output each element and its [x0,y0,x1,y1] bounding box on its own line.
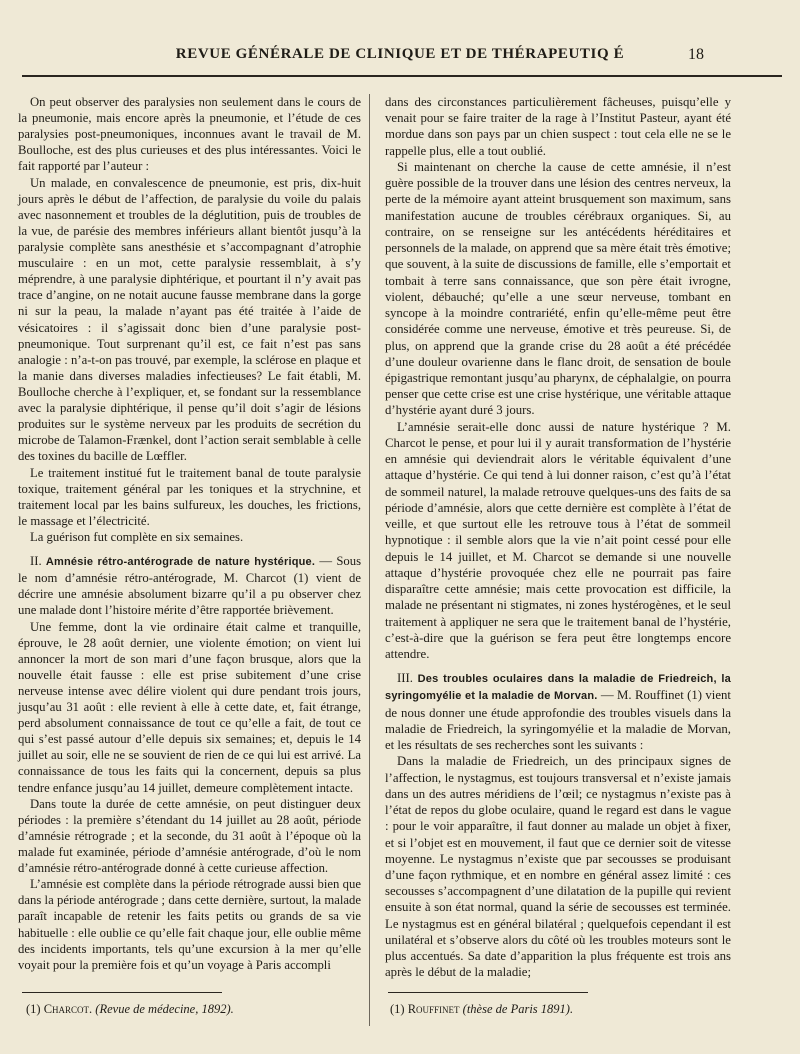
footnote-source: (Revue de médecine, 1892). [95,1002,234,1016]
section-number: III. [397,671,413,686]
section-three-heading [385,670,731,753]
paragraph: dans des circonstances particulièrement fâcheuses, puisqu’elle y venait pour se faire traiter de la rage à l’Institut Pasteur, ayant été mordue dans son pays par un chien suspect : tout cela elle ne se le rappelle plus, elle a tout oublié. [385,95,731,158]
footnote-author: Rouffinet [407,1002,460,1016]
section-intro: — Sous le nom d’amnésie rétro-antérograde, M. Charcot (1) vient de décrire une amnésie absolument bizarre qu’il a pu observer chez une malade dont l’histoire mérite d’être rapportée brièvement. [18,554,362,618]
footnote-marker: (1) [390,1002,405,1016]
paragraph: Une femme, dont la vie ordinaire était calme et tranquille, éprouve, le 28 août dernier, une violente émotion; on vient lui annoncer la mort de son mari d’une façon brusque, alors que la nouvelle était fausse : elle est prise subitement d’une crise nerveuse intense avec délire violent qui dure pendant trois jours, jusqu’au 31 août : elle revient à elle à cette date, et, fait étrange, perd absolument connaissance de tout ce qu’elle a fait, de tout ce qui s’est passé autour d’elle depuis six semaines; et, depuis le 14 juillet au soir, elle ne se souvient de rien de ce qui lui est arrivé. La connaissance de tous les faits qui la concernent, depuis sa plus tendre enfance jusqu’au 14 juillet, demeure complètement intacte. [18,619,361,795]
footnote-rule [22,992,222,993]
paragraph: L’amnésie serait-elle donc aussi de nature hystérique ? M. Charcot le pense, et pour lui il y aurait transformation de l’hystérie en amnésie qui deviendrait alors le véritable équivalent d’une attaque d’hystérie. Ce qui tend à lui donner raison, c’est qu’à l’état de sommeil naturel, la malade retrouve quelques-uns des faits de sa période d’amnésie, alors que cette dernière est complète à l’état de veille, et que surtout elle les retrouve tous à l’état de sommeil hypnotique : il semble alors que la vie n’ait point cessé pour elle depuis le 14 juillet, et M. Charcot se demande si une nouvelle attaque d’hystérie provoquée chez elle ne pourrait pas faire disparaître cette amnésie; mais cette provocation est difficile, la malade ne présentant ni stigmates, ni zones hystérogènes, et le seul traitement à appliquer ne sera que le traitement banal de l’hystérie, c’est-à-dire que la guérison se fera peut être longtemps encore attendre. [385,419,731,661]
paragraph: Dans la maladie de Friedreich, un des principaux signes de l’affection, le nystagmus, est toujours transversal et n’existe jamais dans un des autres méridiens de l’œil; ce nystagmus n’existe pas à l’état de repos du globe oculaire, quand le regard est dans le vague : pour le voir apparaître, il faut donner au malade un objet à fixer, et si l’objet est en mouvement, il faut que ce dernier soit de vitesse moyenne. Le nystagmus n’existe que par secousses se produisant d’une façon rythmique, et en nombre en général assez limité : ces secousses s’accompagnent d’une dilatation de la pupille qui revient ensuite à son état normal, quand la série de secousses est terminée. Le nystagmus est en général bilatéral ; quelquefois cependant il est unilatéral et s’observe alors du côté où les troubles moteurs sont le plus accentués. Sa date d’apparition la plus fréquente est trois ans après le début de la maladie; [385,754,731,980]
header-rule [22,75,782,77]
section-title: Des troubles oculaires dans la maladie de Friedreich, la syringomyélie et la maladie de Morvan. [385,673,731,703]
right-column [385,94,731,981]
paragraph: On peut observer des paralysies non seulement dans le cours de la pneumonie, mais encore après la pneumonie, et l’étude de ces paralysies post-pneumoniques, inconnues avant le travail de M. Boulloche, est des plus curieuses et des plus intéressantes. Voici le fait rapporté par l’auteur : [18,95,361,174]
footnote-source: (thèse de Paris 1891). [462,1002,574,1016]
section-intro: — M. Rouffinet (1) vient de nous donner une étude approfondie des troubles visuels dans la maladie de Friedreich, la syringomyélie et la maladie de Morvan, et les résultats de ses recherches sont les suivants : [385,688,731,753]
paragraph: Si maintenant on cherche la cause de cette amnésie, il n’est guère possible de la trouver dans une lésion des centres nerveux, la perte de la mémoire ayant atteint brusquement son maximum, sans manifestation aucune de troubles cérébraux organiques. Si, au contraire, on se renseigne sur les antécédents héréditaires et personnels de la malade, on apprend que sa mère était très émotive; que souvent, à la suite de discussions de famille, elle s’emportait et tombait à terre sans connaissance, que son père était ivrogne, violent, débauché; qu’elle a une sœur nerveuse, tombant en syncope à la moindre contrariété, enfin qu’elle-même peut être considérée comme une nerveuse, émotive et très peureuse. Si, de plus, on apprend que la grande crise du 28 août a été précédée d’une douleur ovarienne dans le flanc droit, de sensation de boule épigastrique remontant jusqu’au pharynx, de céphalalgie, on pourra penser que cette crise est une crise hystérique, une véritable attaque d’hystérie ayant duré 3 jours. [385,159,731,418]
footnote-author: Charcot. [43,1002,93,1016]
paragraph: Dans toute la durée de cette amnésie, on peut distinguer deux périodes : la première s’étendant du 14 juillet au 28 août, période d’amnésie rétrograde ; et la seconde, du 31 août à l’époque où la malade fut examinée, période d’amnésie antérograde, d’où le nom d’amnésie rétro-antérograde donné à cette curieuse affection. [18,796,361,876]
page-number: 18 [688,46,704,63]
section-number: II. [30,554,42,569]
footnote-left [26,1002,234,1017]
section-title: Amnésie rétro-antérograde de nature hystérique. [45,556,316,569]
paragraph: Le traitement institué fut le traitement banal de toute paralysie toxique, traitement général par les toniques et la strychnine, et traitement local par les bains sulfureux, les douches, les frictions, le massage et l’électricité. [18,465,361,528]
footnote-right [390,1002,573,1017]
column-divider [369,94,370,1026]
paragraph: La guérison fut complète en six semaines. [30,529,244,544]
left-column [18,94,361,973]
footnote-marker: (1) [26,1002,41,1016]
footnote-rule [388,992,588,993]
section-two-heading [18,553,361,618]
paragraph: L’amnésie est complète dans la période rétrograde aussi bien que dans la période antérograde ; dans cette dernière, surtout, la malade paraît incapable de retenir les faits petits ou grands de sa vie habituelle : elle oublie ce qu’elle fait chaque jour, elle oublie même des incidents importants, tels qu’une excursion à la mer qu’elle voyait pour la première fois et qu’un voyage à Paris accompli [18,877,361,972]
running-head: REVUE GÉNÉRALE DE CLINIQUE ET DE THÉRAPEUTIQ É [175,46,625,62]
paragraph: Un malade, en convalescence de pneumonie, est pris, dix-huit jours après le début de l’affection, de paralysie du voile du palais avec nasonnement et troubles de la déglutition, puis de troubles de la vue, de parésie des membres inférieurs allant bientôt jusqu’à la paralysie complète sans anesthésie et s’accompagnant d’atrophie musculaire : en un mot, cette paralysie ressemblait, à s’y méprendre, à une paralysie diphtérique, et pourtant il n’y avait pas trace d’angine, on ne notait aucune fausse membrane dans la gorge ni sur la peau, la malade n’ayant pas été traitée à l’aide de vésicatoires : il s’agissait donc bien d’une paralysie post-pneumonique. Tout surprenant qu’il est, ce fait n’est pas sans analogie : n’a-t-on pas trouvé, par exemple, la sclérose en plaque et la manie dans diverses maladies infectieuses? Le fait établi, M. Boulloche cherche à l’expliquer, et, se fondant sur la ressemblance avec la paralysie diphtérique, il pense qu’il doit s’agir de lésions produites sur le système nerveux par les produits de secrétion du microbe de Talamon-Frænkel, dont l’action serait semblable à celle des toxines du bacille de Lœffler. [18,175,361,464]
